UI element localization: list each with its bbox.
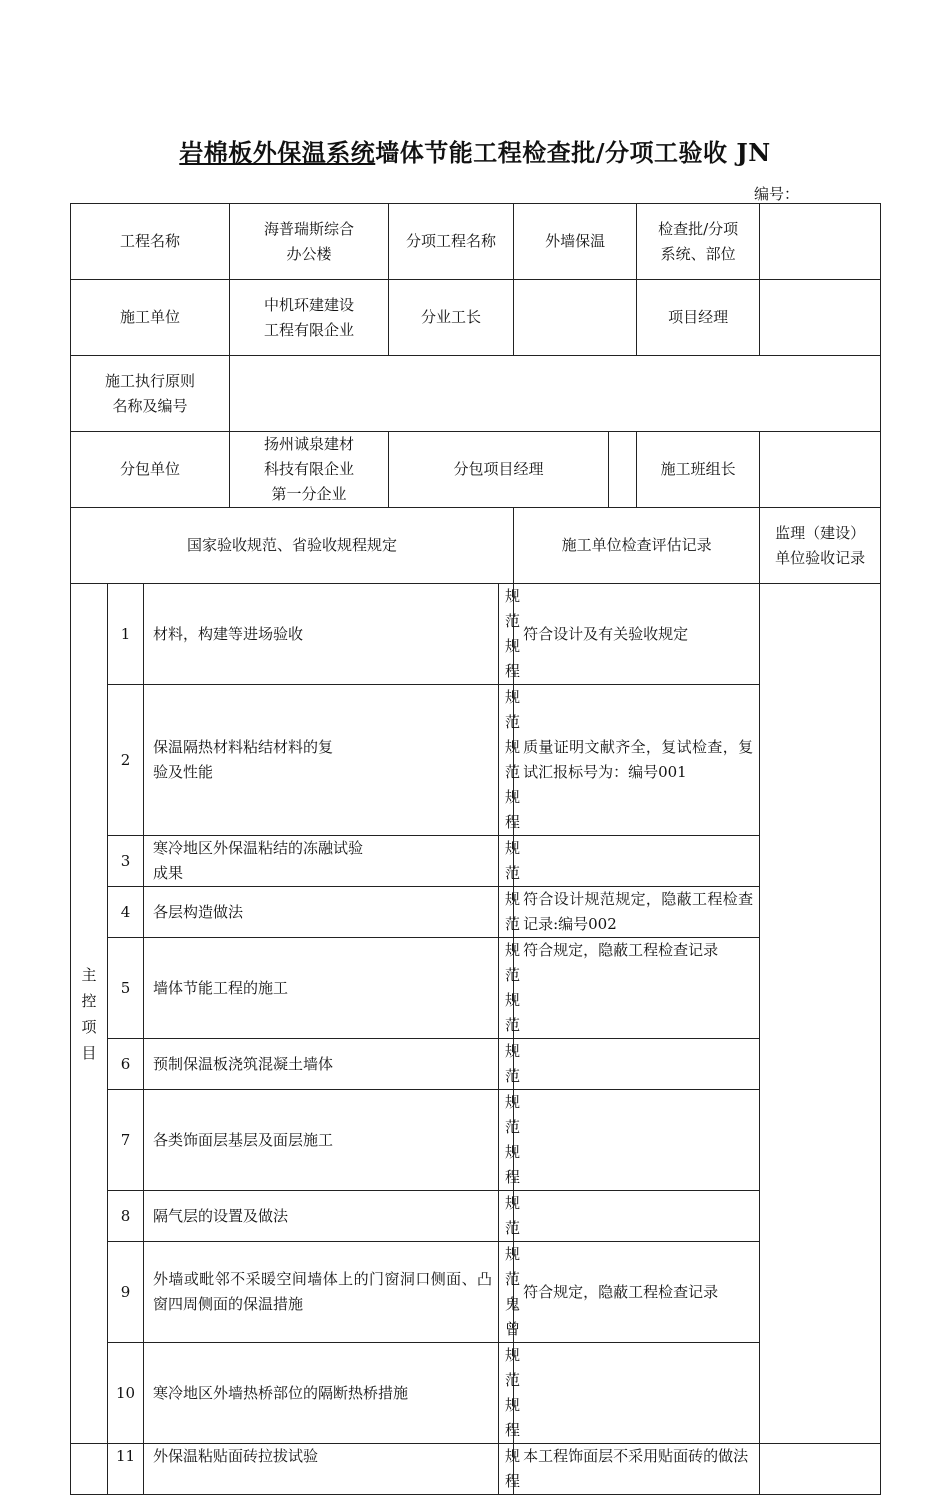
header-row-standard [71,356,881,432]
empty-label-cell [71,1444,108,1495]
table-row [71,584,881,685]
contractor-record-header: 施工单位检查评估记录 [514,508,760,584]
table-row [71,1039,881,1090]
subcontractor-label: 分包单位 [71,432,230,508]
item-record [514,1039,760,1090]
table-row [71,938,881,1039]
item-description: 材料，构建等进场验收 [144,584,499,685]
item-basis: 规范 规范 规程 [499,685,514,836]
item-number: 11 [108,1444,144,1495]
project-name-label: 工程名称 [71,204,230,280]
item-description: 隔气层的设置及做法 [144,1191,499,1242]
item-record [514,836,760,887]
item-number: 3 [108,836,144,887]
item-record: 符合设计及有关验收规定 [514,584,760,685]
document-title [0,133,950,168]
item-record [514,1343,760,1444]
title-underlined: 岩棉板外保温系统 [179,138,376,167]
title-rest: 墙体节能工程检查批/分项工验收 JN [375,138,771,167]
foreman-value [514,280,637,356]
item-basis: 规范 规程 [499,1343,514,1444]
supervisor-record-header: 监理（建设） 单位验收记录 [760,508,881,584]
contractor-label: 施工单位 [71,280,230,356]
main-control-label-cell [71,584,108,1444]
item-record [514,1191,760,1242]
item-record: 质量证明文献齐全，复试检查，复试汇报标号为：编号001 [514,685,760,836]
item-basis: 规范 鬼曾 [499,1242,514,1343]
sub-project-label: 分项工程名称 [389,204,514,280]
item-description: 墙体节能工程的施工 [144,938,499,1039]
team-leader-label: 施工班组长 [637,432,760,508]
item-description: 各层构造做法 [144,887,499,938]
foreman-label: 分业工长 [389,280,514,356]
standard-value [230,356,881,432]
sub-pm-label: 分包项目经理 [389,432,609,508]
standard-label: 施工执行原则 名称及编号 [71,356,230,432]
item-number: 2 [108,685,144,836]
table-row [71,887,881,938]
table-row [71,1090,881,1191]
item-number: 1 [108,584,144,685]
item-record: 本工程饰面层不采用贴面砖的做法 [514,1444,760,1495]
contractor-value: 中机环建建设 工程有限企业 [230,280,389,356]
table-row [71,1343,881,1444]
item-description: 各类饰面层基层及面层施工 [144,1090,499,1191]
header-row-project [71,204,881,280]
inspection-lot-label: 检查批/分项 系统、部位 [637,204,760,280]
item-number: 5 [108,938,144,1039]
supervisor-record-cell [760,1444,881,1495]
item-record: 符合规定，隐蔽工程检查记录 [514,938,760,1039]
item-description: 寒冷地区外保温粘结的冻融试验 成果 [144,836,499,887]
item-basis: 规范 [499,1191,514,1242]
item-basis: 规范 [499,887,514,938]
table-row [71,685,881,836]
section-header-row [71,508,881,584]
main-control-label: 主控项目 [81,965,97,1062]
item-number: 6 [108,1039,144,1090]
spec-header: 国家验收规范、省验收规程规定 [71,508,514,584]
item-basis: 规范 规程 [499,584,514,685]
item-number: 10 [108,1343,144,1444]
supervisor-record-cell [760,584,881,1444]
inspection-form-table [70,203,881,1495]
item-record: 符合设计规范规定，隐蔽工程检查记录:编号002 [514,887,760,938]
item-description: 寒冷地区外墙热桥部位的隔断热桥措施 [144,1343,499,1444]
table-row [71,1444,881,1495]
project-manager-value [760,280,881,356]
item-number: 7 [108,1090,144,1191]
table-row [71,1242,881,1343]
project-manager-label: 项目经理 [637,280,760,356]
item-number: 8 [108,1191,144,1242]
sub-project-value: 外墙保温 [514,204,637,280]
item-number: 4 [108,887,144,938]
table-row [71,836,881,887]
item-basis: 规程 [499,1444,514,1495]
serial-number-label: 编号： [754,185,800,203]
item-description: 外墙或毗邻不采暖空间墙体上的门窗洞口侧面、凸窗四周侧面的保温措施 [144,1242,499,1343]
item-record [514,1090,760,1191]
item-basis: 规范 规范 [499,938,514,1039]
project-name-value: 海普瑞斯综合 办公楼 [230,204,389,280]
team-leader-value [760,432,881,508]
item-basis: 规范 [499,836,514,887]
item-description: 外保温粘贴面砖拉拔试验 [144,1444,499,1495]
item-number: 9 [108,1242,144,1343]
item-description: 保温隔热材料粘结材料的复 验及性能 [144,685,499,836]
header-row-contractor [71,280,881,356]
header-row-subcontractor [71,432,881,508]
sub-pm-value [609,432,637,508]
subcontractor-value: 扬州诚泉建材 科技有限企业 第一分企业 [230,432,389,508]
item-basis: 规范 规程 [499,1090,514,1191]
inspection-lot-value [760,204,881,280]
item-record: 符合规定，隐蔽工程检查记录 [514,1242,760,1343]
table-row [71,1191,881,1242]
item-basis: 规范 [499,1039,514,1090]
item-description: 预制保温板浇筑混凝土墙体 [144,1039,499,1090]
